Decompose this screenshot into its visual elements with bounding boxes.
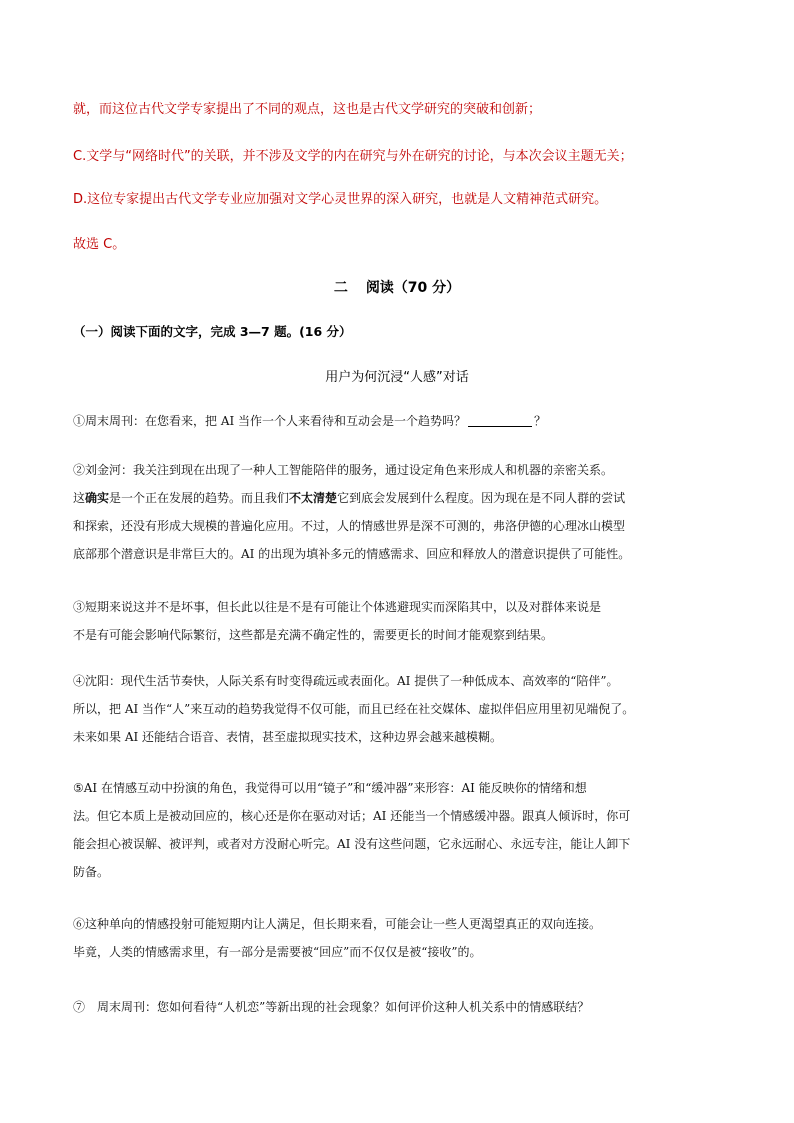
- paragraph-2-line-1: ②刘金河：我关注到现在出现了一种人工智能陪伴的服务，通过设定角色来形成人和机器的亲密关系。: [73, 463, 614, 477]
- paragraph-3: [73, 593, 733, 649]
- paragraph-4: [73, 667, 733, 751]
- paragraph-1-text: ①周末周刊：在您看来，把 AI 当作一个人来看待和互动会是一个趋势吗？: [73, 414, 467, 428]
- paragraph-5-line-4: 防备。: [73, 865, 110, 879]
- answer-line-1: 就，而这位古代文学专家提出了不同的观点，这也是古代文学研究的突破和创新；: [73, 102, 542, 117]
- paragraph-2-line-2: [73, 484, 733, 512]
- paragraph-2-emphasis-1: 确实: [85, 491, 110, 505]
- paragraph-3-line-1: ③短期来说这并不是坏事，但长此以往是不是有可能让个体逃避现实而深陷其中，以及对群体来说是: [73, 600, 602, 614]
- section-title: [0, 278, 794, 298]
- paragraph-2-seg-c: 是一个正在发展的趋势。而且我们: [109, 491, 290, 505]
- article-title: 用户为何沉浸“人感”对话: [325, 370, 469, 385]
- paragraph-6: [73, 910, 733, 966]
- paragraph-2-emphasis-2: 不太清楚: [289, 491, 338, 505]
- paragraph-5-line-2: 法。但它本质上是被动回应的，核心还是你在驱动对话；AI 还能当一个情感缓冲器。跟真人倾诉时，你可: [73, 809, 631, 823]
- answer-line-4: 故选 C。: [73, 237, 126, 252]
- paragraph-5: [73, 774, 733, 886]
- paragraph-1: [73, 407, 733, 435]
- paragraph-2-line-3: 和探索，还没有形成大规模的普遍化应用。不过，人的情感世界是深不可测的，弗洛伊德的心理冰山模型: [73, 519, 626, 533]
- paragraph-3-line-2: 不是有可能会影响代际繁衍，这些都是充满不确定性的，需要更长的时间才能观察到结果。: [73, 628, 554, 642]
- paragraph-5-line-3: 能会担心被误解、被评判，或者对方没耐心听完。AI 没有这些问题，它永远耐心、永远专注，能让人卸下: [73, 837, 631, 851]
- paragraph-4-line-1: ④沈阳：现代生活节奏快，人际关系有时变得疏远或表面化。AI 提供了一种低成本、高效率的“陪伴”。: [73, 674, 619, 688]
- subsection-heading: （一）阅读下面的文字，完成 3—7 题。(16 分）: [73, 324, 352, 339]
- paragraph-2: [73, 456, 733, 568]
- answer-line-2: C.文学与“网络时代”的关联，并不涉及文学的内在研究与外在研究的讨论，与本次会议主题无关；: [73, 149, 633, 164]
- section-heading: 阅读（70 分）: [365, 280, 461, 296]
- paragraph-7: [73, 993, 733, 1021]
- section-number: 二: [333, 280, 348, 296]
- answer-blank: [468, 413, 532, 427]
- paragraph-1-tail: ？: [534, 414, 547, 428]
- paragraph-5-line-1: ⑤AI 在情感互动中扮演的角色，我觉得可以用“镜子”和“缓冲器”来形容：AI 能反映你的情绪和想: [73, 781, 587, 795]
- paragraph-6-line-1: ⑥这种单向的情感投射可能短期内让人满足，但长期来看，可能会让一些人更渴望真正的双向连接。: [73, 917, 602, 931]
- paragraph-4-line-3: 未来如果 AI 还能结合语音、表情，甚至虚拟现实技术，这种边界会越来越模糊。: [73, 730, 503, 744]
- paragraph-2-line-4: 底部那个潜意识是非常巨大的。AI 的出现为填补多元的情感需求、回应和释放人的潜意识提供了可能性。: [73, 547, 631, 561]
- paragraph-2-seg-a: 这: [73, 491, 86, 505]
- paragraph-7-line-1: ⑦ 周末周刊：您如何看待“人机恋”等新出现的社会现象？如何评价这种人机关系中的情感联结？: [73, 1000, 590, 1014]
- answer-line-3: D.这位专家提出古代文学专业应加强对文学心灵世界的深入研究，也就是人文精神范式研究。: [73, 192, 608, 207]
- paragraph-2-seg-e: 它到底会发展到什么程度。因为现在是不同人群的尝试: [337, 491, 626, 505]
- paragraph-6-line-2: 毕竟，人类的情感需求里，有一部分是需要被“回应”而不仅仅是被“接收”的。: [73, 945, 482, 959]
- paragraph-4-line-2: 所以，把 AI 当作“人”来互动的趋势我觉得不仅可能，而且已经在社交媒体、虚拟伴侣应用里初见端倪了。: [73, 702, 635, 716]
